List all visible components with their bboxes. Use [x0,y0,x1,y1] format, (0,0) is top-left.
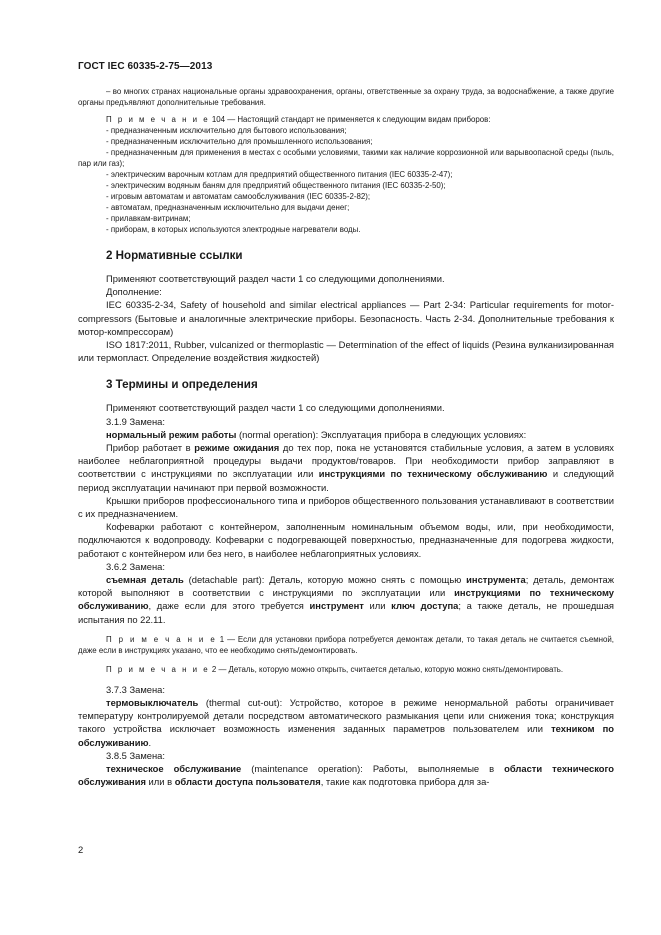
page-header: ГОСТ IEC 60335-2-75—2013 [78,61,213,72]
reference-iso: ISO 1817:2011, Rubber, vulcanized or thermoplastic — Determination of the effect of liquids (Резина вулканизированная или термопласт. Определение воздействия жидкостей) [78,339,614,364]
section-3-text: Применяют соответствующий раздел части 1 со следующими дополнениями. [106,402,445,414]
definition-text: (normal operation): Эксплуатация прибора в следующих условиях: [236,428,527,440]
clause-number: 3.1.9 Замена: [106,415,165,427]
text: ; а также деталь, не прошедшая испытания по 22.11. [78,600,614,625]
term: техническое обслуживание [106,763,242,775]
term: инструкциями по техническому обслуживанию [78,587,614,612]
text: или [363,600,392,612]
note-text: 2 — Деталь, которую можно открыть, считается деталью, которую можно снять/демонтировать. [211,664,564,674]
term: съемная деталь [106,574,184,586]
note-104 [78,114,614,125]
note-104-item: - игровым автоматам и автоматам самообслуживания (IEC 60335-2-82); [106,192,371,201]
term: области технического обслуживания [78,763,615,788]
text: , такие как подготовка прибора для за- [320,776,490,788]
term: инструмента [466,574,526,586]
term: нормальный режим работы [106,428,237,440]
term: режиме ожидания [194,442,280,454]
term: термовыключатель [106,697,199,709]
text: (maintenance operation): Работы, выполняемые в [241,763,505,775]
term: инструмент [309,600,364,612]
clause-number: 3.8.5 Замена: [106,749,165,761]
definition-thermal-cutout [78,696,614,749]
clause-number: 3.6.2 Замена: [106,560,165,572]
note-104-item: - предназначенным исключительно для промышленного использования; [106,137,373,146]
reference-iec: IEC 60335-2-34, Safety of household and similar electrical appliances — Part 2-34: Particular requirements for motor-compressors (Бытовые и аналогичные электрические приборы. Безопасность. Часть 2-34. Дополнительные требования к мотор-компрессорам) [78,299,614,337]
paragraph-standby [78,441,614,494]
text: или в [145,776,175,788]
term: области доступа пользователя [174,776,321,788]
paragraph-coffee: Кофеварки работают с контейнером, заполненным номинальным объемом воды, или, при необходимости, подключаются к водопроводу. Кофеварки с подогревающей поверхностью, предназначенные для подогрева жидкости, работают с контейнером или без него, в наиболее неблагоприятных условиях. [78,521,614,559]
note-1 [78,634,614,656]
note-label: П р и м е ч а н и е [106,634,217,644]
section-3-heading: 3 Термины и определения [106,378,258,392]
text: (thermal cut-out): Устройство, которое в режиме ненормальной работы ограничивает температуру контролируемой детали посредством автоматического размыкания цепи или снижения тока; конструкция такого устройства исключает возможность изменения заданных параметров пользователем или [78,697,614,735]
note-text: 1 — Если для установки прибора потребуется демонтаж детали, то такая деталь не считается съемной, даже если в инструкциях указано, что ее необходимо снять/демонтировать. [78,634,614,655]
text: (detachable part): Деталь, которую можно снять с помощью [183,574,467,586]
text: до тех пор, пока не установятся стабильные условия, а затем в условиях наиболее неблагоприятной процедуры выдачи продуктов/товаров. При необходимости прибор заправляют в соответствии с инструкциями по эксплуатации или [78,442,614,480]
note-label: П р и м е ч а н и е [106,664,210,674]
note-104-item: - предназначенным для применения в местах с особыми условиями, такими как наличие коррозионной или варывоопасной среды (пыль, пар или газ); [78,148,614,168]
note-104-item: - предназначенным исключительно для бытового использования; [106,126,347,135]
note-104-item: - электрическим водяным баням для предприятий общественного питания (IEC 60335-2-50); [106,181,446,190]
note-104-item: - прилавкам-витринам; [106,214,191,223]
paragraph-lids: Крышки приборов профессионального типа и приборов общественного пользования устанавливают в соответствии с их предназначением. [78,494,614,520]
text: и следующий период эксплуатации начинают при первой возможности. [78,468,614,493]
text: , даже если для этого требуется [148,600,310,612]
note-text: 104 — Настоящий стандарт не применяется к следующим видам приборов: [211,115,491,124]
page-content [78,86,614,789]
text: ; деталь, демонтаж которой выполняют в соответствии с инструкциями по эксплуатации или [78,574,615,599]
text: Прибор работает в [106,442,195,454]
page-number: 2 [78,844,84,855]
section-2-text: Применяют соответствующий раздел части 1 со следующими дополнениями. [106,273,445,284]
term: ключ доступа [391,600,459,612]
definition-maintenance [78,762,614,788]
term: инструкциями по техническому обслуживанию [318,468,548,480]
note-104-item: - электрическим варочным котлам для предприятий общественного питания (IEC 60335-2-47); [106,170,453,179]
intro-paragraph: – во многих странах национальные органы здравоохранения, органы, ответственные за охрану труда, за водоснабжение, а также другие органы предъявляют дополнительные требования. [78,87,614,107]
section-2-heading: 2 Нормативные ссылки [106,249,243,262]
text: . [148,736,152,748]
definition-normal-operation [78,428,614,441]
note-104-item: - приборам, в которых используются электродные нагреватели воды. [106,225,361,234]
definition-detachable-part [78,573,614,626]
term: техником по обслуживанию [78,723,614,748]
clause-number: 3.7.3 Замена: [106,683,165,695]
note-104-item: - автоматам, предназначенным исключительно для выдачи денег; [106,203,350,212]
note-label: П р и м е ч а н и е [106,115,210,124]
note-2 [78,664,614,675]
section-2-text: Дополнение: [106,286,162,298]
